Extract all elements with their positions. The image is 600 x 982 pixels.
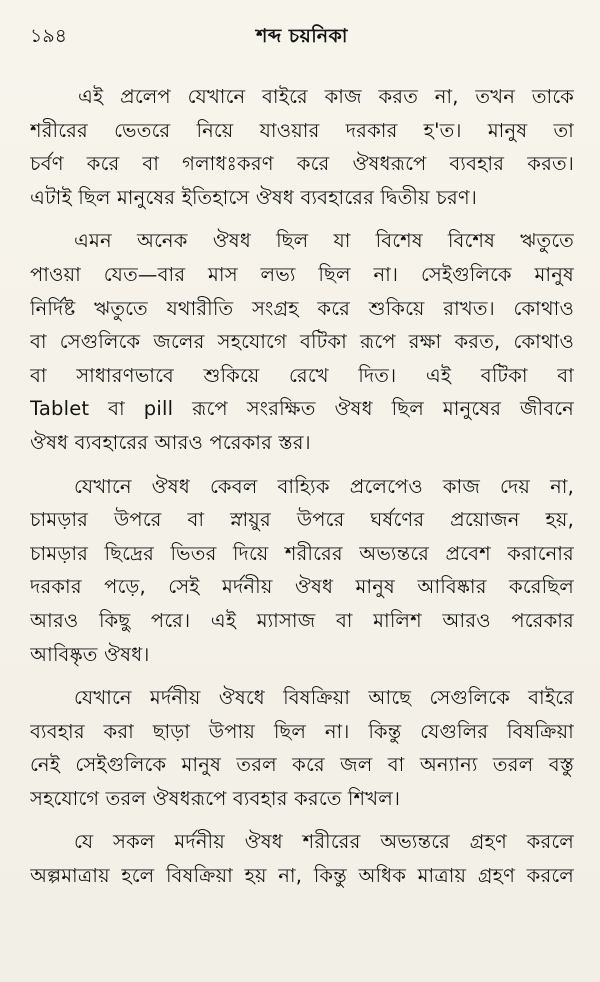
text-line: Tablet বা pill রূপে সংরক্ষিত ঔষধ ছিল মানুষের জীবনে xyxy=(30,397,574,421)
text-line: আরও কিছু পরে। এই ম্যাসাজ বা মালিশ আরও পরেকার xyxy=(30,608,574,632)
text-line: পাওয়া যেত—বার মাস লভ্য ছিল না। সেইগুলিকে মানুষ xyxy=(30,262,574,286)
page-number: ১৯৪ xyxy=(30,25,67,47)
text-line: বা সেগুলিকে জলের সহযোগে বটিকা রূপে রক্ষা করত, কোথাও xyxy=(30,330,574,354)
text-line: অল্পমাত্রায় হলে বিষক্রিয়া হয় না, কিন্তু অধিক মাত্রায় গ্রহণ করলে xyxy=(30,864,574,888)
text-line: চামড়ার উপরে বা স্নায়ুর উপরে ঘর্ষণের প্রয়োজন হয়, xyxy=(30,508,574,532)
text-line: চামড়ার ছিদ্রের ভিতর দিয়ে শরীরের অভ্যন্তরে প্রবেশ করানোর xyxy=(30,541,574,565)
text-line: যেখানে মর্দনীয় ঔষধে বিষক্রিয়া আছে সেগুলিকে বাইরে xyxy=(74,686,574,710)
paragraph-1 xyxy=(30,80,574,214)
text-line: যেখানে ঔষধ কেবল বাহ্যিক প্রলেপেও কাজ দেয় না, xyxy=(74,474,574,498)
text-line: এটাই ছিল মানুষের ইতিহাসে ঔষধ ব্যবহারের দ্বিতীয় চরণ। xyxy=(30,185,478,209)
text-line: এমন অনেক ঔষধ ছিল যা বিশেষ বিশেষ ঋতুতে xyxy=(74,229,574,253)
book-title: শব্দ চয়নিকা xyxy=(256,25,348,47)
paragraph-2 xyxy=(30,224,574,459)
text-line: ব্যবহার করা ছাড়া উপায় ছিল না। কিন্তু যেগুলির বিষক্রিয়া xyxy=(30,719,574,743)
text-line: সহযোগে তরল ঔষধরূপে ব্যবহার করতে শিখল। xyxy=(30,786,401,810)
paragraph-3 xyxy=(30,470,574,672)
body-text xyxy=(30,80,574,893)
text-line: আবিষ্কৃত ঔষধ। xyxy=(30,642,150,666)
text-line: বা সাধারণভাবে শুকিয়ে রেখে দিত। এই বটিকা বা xyxy=(30,363,574,387)
text-line: দরকার পড়ে, সেই মর্দনীয় ঔষধ মানুষ আবিষ্কার করেছিল xyxy=(30,575,574,599)
text-line: শরীরের ভেতরে নিয়ে যাওয়ার দরকার হ'ত। মানুষ তা xyxy=(30,118,574,142)
text-line: চর্বণ করে বা গলাধঃকরণ করে ঔষধরূপে ব্যবহার করত। xyxy=(30,152,574,176)
running-head xyxy=(30,22,574,58)
text-line: নির্দিষ্ট ঋতুতে যথারীতি সংগ্রহ করে শুকিয়ে রাখত। কোথাও xyxy=(30,296,574,320)
paragraph-4 xyxy=(30,681,574,815)
text-line: ঔষধ ব্যবহারের আরও পরেকার স্তর। xyxy=(30,430,311,454)
text-line: নেই সেইগুলিকে মানুষ তরল করে জল বা অন্যান্য তরল বস্তু xyxy=(30,753,574,777)
paragraph-5 xyxy=(30,825,574,892)
text-line: যে সকল মর্দনীয় ঔষধ শরীরের অভ্যন্তরে গ্রহণ করলে xyxy=(74,830,574,854)
text-line: এই প্রলেপ যেখানে বাইরে কাজ করত না, তখন তাকে xyxy=(78,85,574,108)
